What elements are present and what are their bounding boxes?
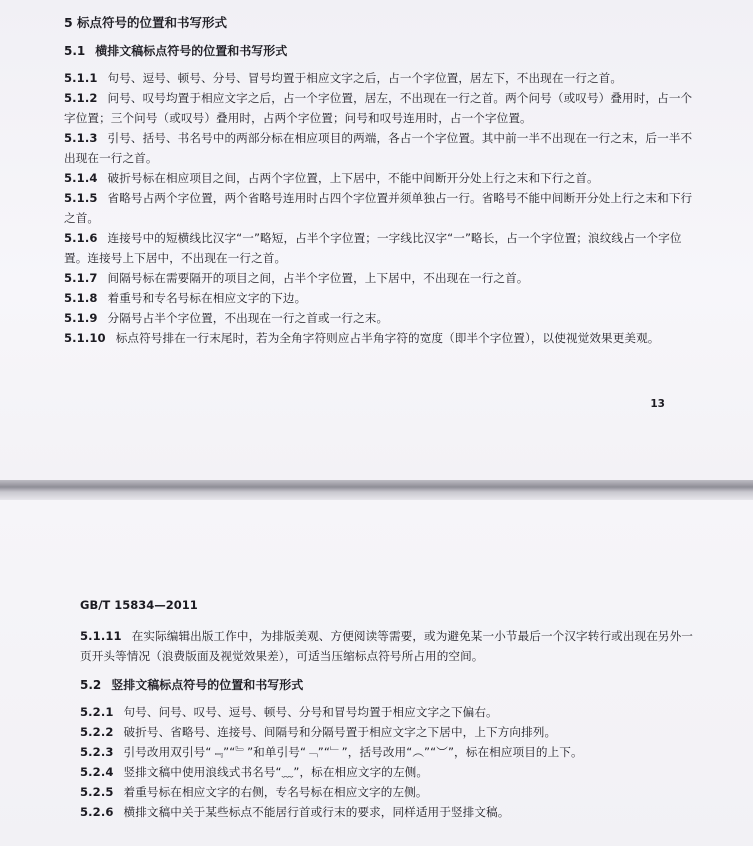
clause-number: 5.1.11 [80, 629, 122, 643]
clause-text: 标点符号排在一行末尾时，若为全角字符则应占半角字符的宽度（即半个字位置），以使视觉效果更美观。 [115, 331, 660, 345]
page-divider [0, 480, 753, 500]
subsection-title: 竖排文稿标点符号的位置和书写形式 [111, 678, 304, 692]
clause-number: 5.2.2 [80, 725, 114, 739]
clause-paragraph [64, 168, 697, 188]
paragraph-list [80, 702, 697, 822]
clause-number: 5.1.8 [64, 291, 98, 305]
clause-number: 5.2.4 [80, 765, 114, 779]
clause-text: 着重号标在相应文字的右侧，专名号标在相应文字的左侧。 [123, 785, 428, 799]
paragraph-list [64, 68, 697, 348]
clause-paragraph [80, 782, 697, 802]
clause-number: 5.2.5 [80, 785, 114, 799]
section-heading: 5 标点符号的位置和书写形式 [64, 15, 228, 30]
clause-text: 破折号标在相应项目之间，占两个字位置，上下居中，不能中间断开分处上行之末和下行之首。 [107, 171, 599, 185]
clause-paragraph [64, 328, 697, 348]
clause-paragraph [80, 722, 697, 742]
clause-paragraph [64, 288, 697, 308]
clause-number: 5.2.6 [80, 805, 114, 819]
clause-number: 5.1.3 [64, 131, 98, 145]
clause-text: 横排文稿中关于某些标点不能居行首或行末的要求，同样适用于竖排文稿。 [123, 805, 510, 819]
clause-number: 5.1.2 [64, 91, 98, 105]
clause-paragraph [64, 88, 697, 128]
clause-number: 5.1.10 [64, 331, 106, 345]
clause-number: 5.2.3 [80, 745, 114, 759]
subsection-heading [80, 676, 697, 694]
clause-text: 着重号和专名号标在相应文字的下边。 [107, 291, 307, 305]
clause-paragraph [64, 188, 697, 228]
clause-number: 5.1.7 [64, 271, 98, 285]
clause-text: 连接号中的短横线比汉字“一”略短，占半个字位置；一字线比汉字“一”略长，占一个字位置；浪纹线占一个字位置。连接号上下居中，不出现在一行之首。 [64, 231, 682, 265]
clause-text: 引号、括号、书名号中的两部分标在相应项目的两端，各占一个字位置。其中前一半不出现在一行之末，后一半不出现在一行之首。 [64, 131, 693, 165]
clause-text: 竖排文稿中使用浪线式书名号“﹏”，标在相应文字的左侧。 [123, 765, 429, 779]
clause-paragraph [64, 308, 697, 328]
subsection-number: 5.2 [80, 678, 102, 692]
clause-paragraph [64, 68, 697, 88]
subsection-heading [64, 42, 697, 60]
clause-text: 省略号占两个字位置，两个省略号连用时占四个字位置并须单独占一行。省略号不能中间断开分处上行之末和下行之首。 [64, 191, 693, 225]
clause-text: 引号改用双引号“﹃”“﹄”和单引号“﹁”“﹂”，括号改用“︵”“︶”，标在相应项目的上下。 [123, 745, 583, 759]
clause-paragraph [64, 228, 697, 268]
page-number: 13 [650, 398, 665, 410]
clause-text: 句号、问号、叹号、逗号、顿号、分号和冒号均置于相应文字之下偏右。 [123, 705, 498, 719]
clause-paragraph [80, 802, 697, 822]
clause-text: 问号、叹号均置于相应文字之后，占一个字位置，居左，不出现在一行之首。两个问号（或叹号）叠用时，占一个字位置；三个问号（或叹号）叠用时，占两个字位置；问号和叹号连用时，占一个字位置。 [64, 91, 693, 125]
clause-text: 间隔号标在需要隔开的项目之间，占半个字位置，上下居中，不出现在一行之首。 [107, 271, 529, 285]
clause-paragraph [64, 268, 697, 288]
clause-paragraph [80, 742, 697, 762]
clause-text: 分隔号占半个字位置，不出现在一行之首或一行之末。 [107, 311, 389, 325]
clause-number: 5.1.9 [64, 311, 98, 325]
clause-paragraph [80, 702, 697, 722]
clause-number: 5.1.1 [64, 71, 98, 85]
subsection-title: 横排文稿标点符号的位置和书写形式 [95, 44, 288, 58]
clause-text: 句号、逗号、顿号、分号、冒号均置于相应文字之后，占一个字位置，居左下，不出现在一行之首。 [107, 71, 623, 85]
clause-number: 5.1.5 [64, 191, 98, 205]
clause-text: 在实际编辑出版工作中，为排版美观、方便阅读等需要，或为避免某一小节最后一个汉字转行或出现在另外一页开头等情况（浪费版面及视觉效果差），可适当压缩标点符号所占用的空间。 [80, 629, 693, 663]
clause-paragraph [80, 626, 697, 666]
running-head: GB/T 15834—2011 [80, 598, 198, 612]
clause-number: 5.1.4 [64, 171, 98, 185]
subsection-number: 5.1 [64, 44, 86, 58]
clause-text: 破折号、省略号、连接号、间隔号和分隔号置于相应文字之下居中，上下方向排列。 [123, 725, 557, 739]
clause-number: 5.2.1 [80, 705, 114, 719]
clause-paragraph [80, 762, 697, 782]
lower-page [0, 500, 753, 846]
clause-paragraph [64, 128, 697, 168]
clause-number: 5.1.6 [64, 231, 98, 245]
